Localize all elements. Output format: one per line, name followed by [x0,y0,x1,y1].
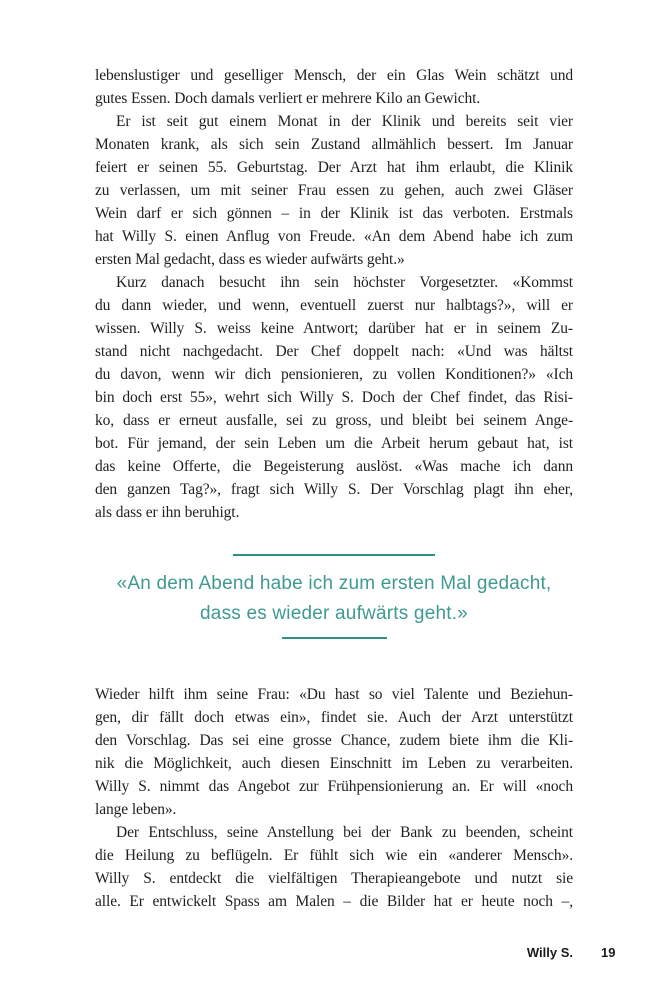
text-line: die Heilung zu beflügeln. Er fühlt sich wie ein «anderer Mensch». [95,847,573,864]
text-line: Der Entschluss, seine Anstellung bei der Bank zu beenden, scheint [116,824,573,841]
text-line: Wieder hilft ihm seine Frau: «Du hast so viel Talente und Beziehun- [95,686,573,703]
pull-quote-line-2: dass es wieder aufwärts geht.» [200,603,468,624]
paragraph [95,64,573,110]
text-line: bin doch erst 55», wehrt sich Willy S. Doch der Chef findet, das Risi- [95,389,573,406]
text-line: ersten Mal gedacht, dass es wieder aufwärts geht.» [95,251,405,268]
text-line: alle. Er entwickelt Spass am Malen – die Bilder hat er heute noch –, [95,893,573,910]
text-line: das keine Offerte, die Begeisterung auslöst. «Was mache ich dann [95,458,573,475]
text-line: zu verlassen, um mit seiner Frau essen zu gehen, auch zwei Gläser [95,182,573,199]
page-number: 19 [601,945,616,960]
text-line: Wein darf er sich gönnen – in der Klinik ist das verboten. Erstmals [95,205,573,222]
page-footer [95,945,616,961]
text-line: stand nicht nachgedacht. Der Chef doppelt nach: «Und was hältst [95,343,573,360]
text-line: Er ist seit gut einem Monat in der Klinik und bereits seit vier [116,113,573,130]
pull-quote-line-1: «An dem Abend habe ich zum ersten Mal gedacht, [116,573,552,594]
footer-running-title: Willy S. [526,945,573,960]
quote-rule-bottom [282,637,387,639]
quote-rule-top [233,554,435,556]
text-line: wissen. Willy S. weiss keine Antwort; darüber hat er in seinem Zu- [95,320,573,337]
page-text-column [95,0,616,961]
text-line: gutes Essen. Doch damals verliert er mehrere Kilo an Gewicht. [95,90,481,107]
text-line: bot. Für jemand, der sein Leben um die Arbeit herum gebaut hat, ist [95,435,573,452]
pull-quote [95,554,573,639]
text-line: den Vorschlag. Das sei eine grosse Chance, zudem biete ihm die Kli- [95,732,573,749]
text-line: lange leben». [95,801,177,818]
text-line: Kurz danach besucht ihn sein höchster Vorgesetzter. «Kommst [116,274,573,291]
text-line: gen, dir fällt doch etwas ein», findet sie. Auch der Arzt unterstützt [95,709,573,726]
body-text-before-quote [95,64,573,524]
body-text-after-quote [95,683,573,913]
text-line: du dann wieder, und wenn, eventuell zuerst nur halbtags?», will er [95,297,573,314]
text-line: ko, dass er erneut ausfalle, sei zu gross, und bleibt bei seinem Ange- [95,412,573,429]
text-line: du davon, wenn wir dich pensionieren, zu vollen Konditionen?» «Ich [95,366,573,383]
paragraph [95,110,573,271]
text-line: hat Willy S. einen Anflug von Freude. «An dem Abend habe ich zum [95,228,573,245]
text-line: Willy S. nimmt das Angebot zur Frühpensionierung an. Er will «noch [95,778,573,795]
paragraph [95,271,573,524]
pull-quote-text [95,569,573,629]
text-line: nik die Möglichkeit, auch diesen Einschnitt im Leben zu verarbeiten. [95,755,573,772]
text-line: lebenslustiger und geselliger Mensch, der ein Glas Wein schätzt und [95,67,573,84]
text-line: den ganzen Tag?», fragt sich Willy S. Der Vorschlag plagt ihn eher, [95,481,573,498]
text-line: als dass er ihn beruhigt. [95,504,240,521]
text-line: feiert er seinen 55. Geburtstag. Der Arzt hat ihm erlaubt, die Klinik [95,159,573,176]
paragraph [95,821,573,913]
text-line: Willy S. entdeckt die vielfältigen Therapieangebote und nutzt sie [95,870,573,887]
paragraph [95,683,573,821]
text-line: Monaten krank, als sich sein Zustand allmählich bessert. Im Januar [95,136,573,153]
